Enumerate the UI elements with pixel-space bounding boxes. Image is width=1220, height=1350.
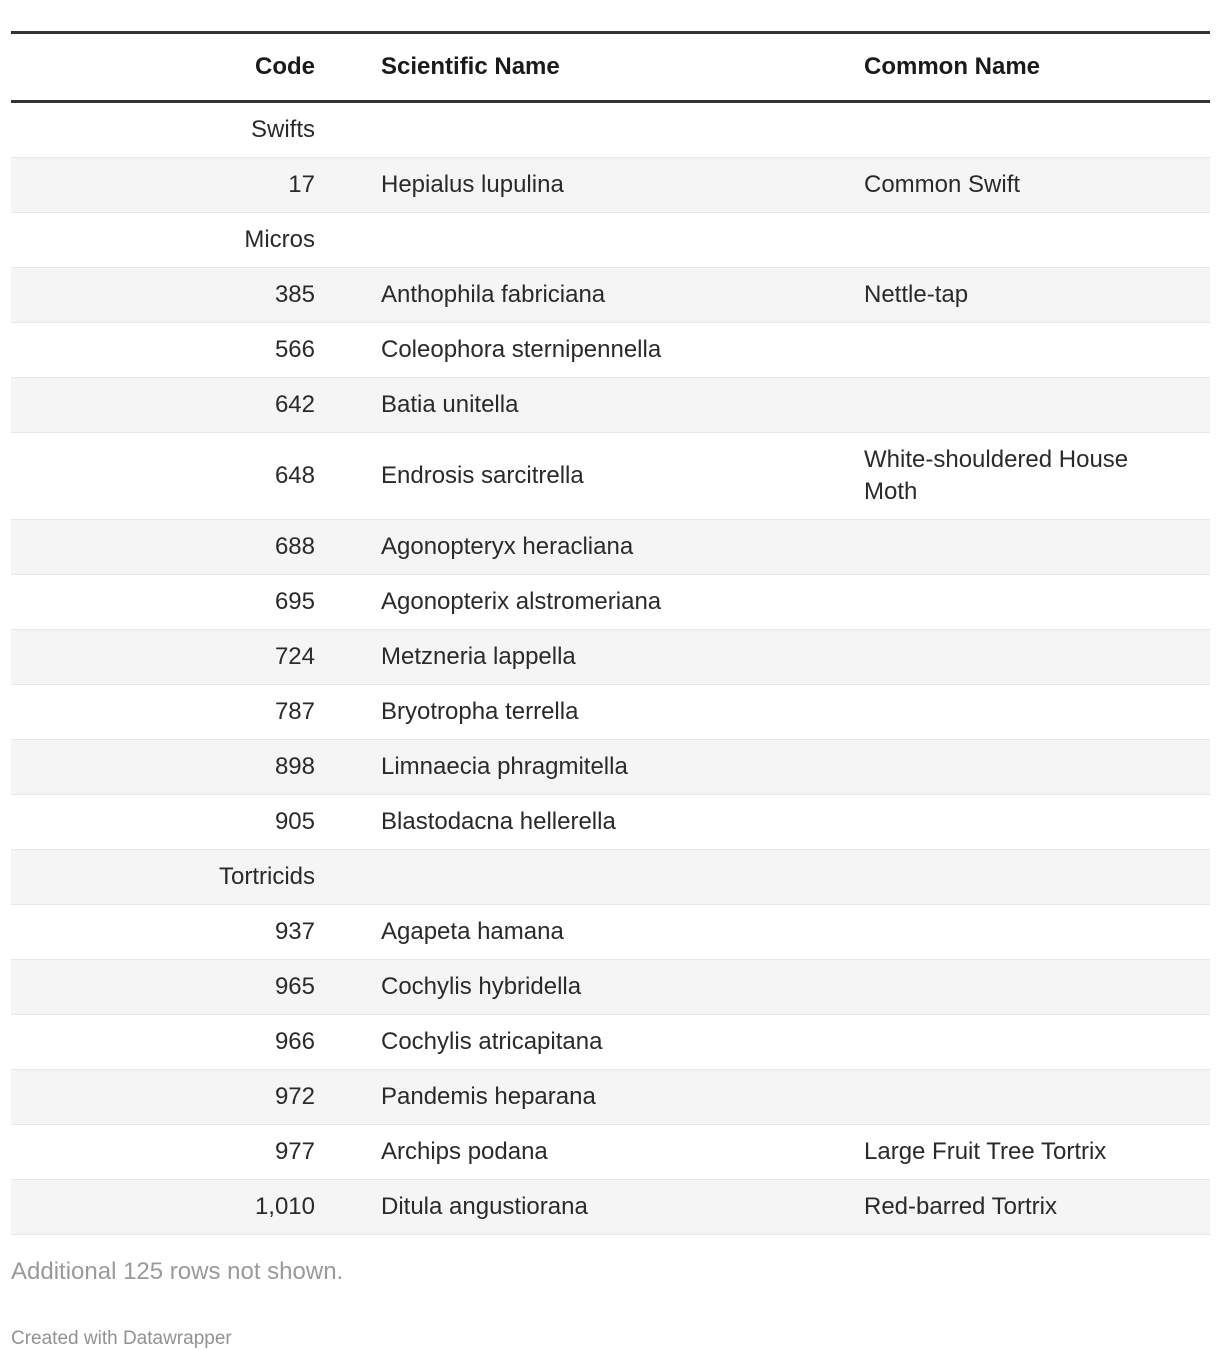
scientific-name-cell: Ditula angustiorana <box>381 1193 588 1220</box>
code-cell: 898 <box>274 753 315 780</box>
table-row <box>11 630 1210 685</box>
scientific-name-cell: Metzneria lappella <box>381 643 576 670</box>
scientific-name-cell: Pandemis heparana <box>381 1083 596 1110</box>
scientific-name-cell: Cochylis hybridella <box>381 973 582 1000</box>
header-row <box>11 33 1210 102</box>
datawrapper-attribution-link[interactable]: Created with Datawrapper <box>11 1328 232 1349</box>
common-name-cell <box>864 850 1210 905</box>
common-name-cell <box>864 1070 1210 1125</box>
common-name-cell <box>864 575 1210 630</box>
table-row <box>11 575 1210 630</box>
table-row <box>11 433 1210 520</box>
table-row <box>11 1015 1210 1070</box>
common-name-cell <box>864 630 1210 685</box>
common-name-cell: Nettle-tap <box>864 281 969 308</box>
common-name-cell <box>864 323 1210 378</box>
common-name-cell <box>864 102 1210 158</box>
group-header-row <box>11 213 1210 268</box>
code-cell: 977 <box>274 1138 315 1165</box>
common-name-cell: Red-barred Tortrix <box>864 1193 1057 1220</box>
scientific-name-cell: Blastodacna hellerella <box>381 808 616 835</box>
scientific-name-cell: Agonopterix alstromeriana <box>381 588 662 615</box>
scientific-name-cell <box>381 850 864 905</box>
group-label-cell: Micros <box>244 226 315 253</box>
scientific-name-cell: Agapeta hamana <box>381 918 564 945</box>
code-cell: 787 <box>274 698 315 725</box>
code-cell: 688 <box>274 533 315 560</box>
table-row <box>11 1180 1210 1235</box>
common-name-cell: White-shouldered House Moth <box>864 446 1129 505</box>
common-name-cell <box>864 905 1210 960</box>
code-cell: 566 <box>274 336 315 363</box>
code-cell: 972 <box>274 1083 315 1110</box>
group-header-row <box>11 850 1210 905</box>
scientific-name-cell: Batia unitella <box>381 391 519 418</box>
scientific-name-cell <box>381 213 864 268</box>
table-header <box>11 33 1210 102</box>
code-cell: 1,010 <box>254 1193 315 1220</box>
code-cell: 642 <box>274 391 315 418</box>
code-cell: 648 <box>274 462 315 489</box>
table-row <box>11 158 1210 213</box>
code-cell: 965 <box>274 973 315 1000</box>
common-name-cell <box>864 1015 1210 1070</box>
common-name-cell <box>864 740 1210 795</box>
table-row <box>11 960 1210 1015</box>
species-table <box>11 31 1210 1235</box>
scientific-name-cell: Hepialus lupulina <box>381 171 564 198</box>
code-cell: 17 <box>288 171 315 198</box>
common-name-cell <box>864 685 1210 740</box>
scientific-name-cell: Coleophora sternipennella <box>381 336 662 363</box>
scientific-name-cell: Cochylis atricapitana <box>381 1028 603 1055</box>
table-row <box>11 378 1210 433</box>
table-body <box>11 102 1210 1235</box>
code-cell: 695 <box>274 588 315 615</box>
scientific-name-cell: Limnaecia phragmitella <box>381 753 628 780</box>
group-label-cell: Swifts <box>250 116 315 143</box>
code-cell: 385 <box>274 281 315 308</box>
group-label-cell: Tortricids <box>218 863 315 890</box>
table-row <box>11 905 1210 960</box>
scientific-name-cell <box>381 102 864 158</box>
common-name-cell <box>864 213 1210 268</box>
code-cell: 724 <box>274 643 315 670</box>
common-name-cell: Common Swift <box>864 171 1021 198</box>
code-cell: 905 <box>274 808 315 835</box>
table-row <box>11 268 1210 323</box>
common-name-cell <box>864 960 1210 1015</box>
code-cell: 937 <box>274 918 315 945</box>
table-row <box>11 740 1210 795</box>
table-row <box>11 323 1210 378</box>
scientific-name-cell: Endrosis sarcitrella <box>381 462 584 489</box>
common-name-cell <box>864 520 1210 575</box>
common-name-cell: Large Fruit Tree Tortrix <box>864 1138 1107 1165</box>
table-row <box>11 685 1210 740</box>
column-header-scientific-name: Scientific Name <box>381 33 864 102</box>
scientific-name-cell: Agonopteryx heracliana <box>381 533 634 560</box>
rows-not-shown-note: Additional 125 rows not shown. <box>11 1258 344 1285</box>
table-row <box>11 1125 1210 1180</box>
scientific-name-cell: Bryotropha terrella <box>381 698 579 725</box>
table-row <box>11 1070 1210 1125</box>
column-header-common-name: Common Name <box>864 33 1210 102</box>
common-name-cell <box>864 378 1210 433</box>
column-header-code: Code <box>11 33 381 102</box>
group-header-row <box>11 102 1210 158</box>
common-name-cell <box>864 795 1210 850</box>
scientific-name-cell: Archips podana <box>381 1138 548 1165</box>
table-row <box>11 520 1210 575</box>
table-row <box>11 795 1210 850</box>
scientific-name-cell: Anthophila fabriciana <box>381 281 606 308</box>
code-cell: 966 <box>274 1028 315 1055</box>
